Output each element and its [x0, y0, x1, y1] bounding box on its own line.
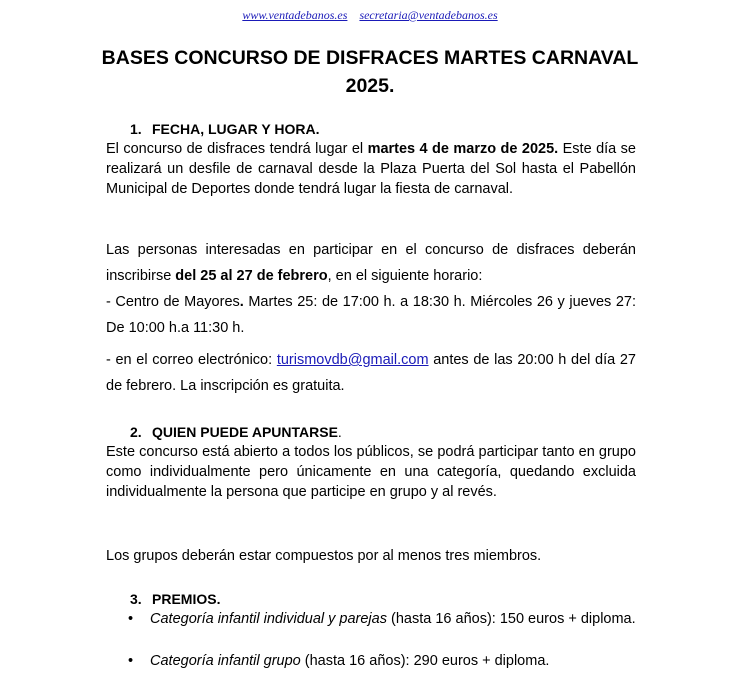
text-run: . [337, 424, 342, 440]
text-run: Las personas interesadas en participar en el concurso de disfraces deberán inscribirse [106, 242, 636, 284]
text-run: - en el correo electrónico: [106, 352, 277, 368]
section-1-number: 1. [130, 121, 142, 137]
section-2-heading [130, 422, 342, 442]
section-2-number: 2. [130, 424, 142, 440]
text-run: . [239, 294, 244, 310]
prize-detail: (hasta 16 años): 150 euros + diploma. [386, 611, 636, 627]
section-1-paragraph-3 [106, 289, 636, 341]
section-1-title: FECHA, LUGAR Y HORA. [152, 121, 320, 137]
bullet-icon: • [128, 653, 134, 669]
text-run: Martes 25: de 17:00 h. a 18:30 h. Miércoles 26 y jueves 27: De 10:00 h.a 11:30 h. [106, 294, 636, 336]
section-2-paragraph-2: Los grupos deberán estar compuestos por al menos tres miembros. [106, 548, 542, 564]
section-3-number: 3. [130, 591, 142, 607]
section-3-heading [130, 589, 220, 609]
title-line-1: BASES CONCURSO DE DISFRACES MARTES CARNAVAL [101, 47, 639, 69]
event-date: martes 4 de marzo de 2025. [367, 141, 559, 157]
prize-category: Categoría infantil grupo [150, 653, 301, 669]
registration-dates: del 25 al 27 de febrero [175, 268, 328, 284]
prize-list-item [128, 609, 638, 629]
document-title [60, 44, 680, 100]
header-links [0, 8, 740, 23]
section-1-paragraph-4 [106, 347, 636, 399]
prize-category: Categoría infantil individual y parejas [150, 611, 387, 627]
section-2-title: QUIEN PUEDE APUNTARSE [152, 424, 338, 440]
text-run: El concurso de disfraces tendrá lugar el [106, 141, 368, 157]
contact-email-link[interactable]: turismovdb@gmail.com [276, 352, 429, 368]
section-1-heading [130, 119, 320, 139]
prize-list-item [128, 651, 638, 671]
text-run: - Centro de Mayores [106, 294, 240, 310]
section-2-paragraph-1: Este concurso está abierto a todos los públicos, se podrá participar tanto en grupo como individualmente pero únicamente en una categoría, quedando excluida individualmente la persona que participe en grupo y al revés. [106, 444, 636, 500]
text-run: , en el siguiente horario: [327, 268, 483, 284]
section-1-paragraph-1 [106, 139, 636, 199]
bullet-icon: • [128, 611, 134, 627]
email-link[interactable]: secretaria@ventadebanos.es [359, 8, 498, 22]
title-line-2: 2025. [345, 75, 395, 97]
text-run: antes de las 20:00 h del día 27 de febrero. La inscripción es gratuita. [106, 352, 636, 394]
text-run: Este día se realizará un desfile de carnaval desde la Plaza Puerta del Sol hasta el Pabellón Municipal de Deportes donde tendrá lugar la fiesta de carnaval. [106, 141, 636, 197]
website-link[interactable]: www.ventadebanos.es [242, 8, 348, 22]
prize-detail: (hasta 16 años): 290 euros + diploma. [300, 653, 550, 669]
section-3-title: PREMIOS. [152, 591, 221, 607]
section-1-paragraph-2 [106, 237, 636, 289]
